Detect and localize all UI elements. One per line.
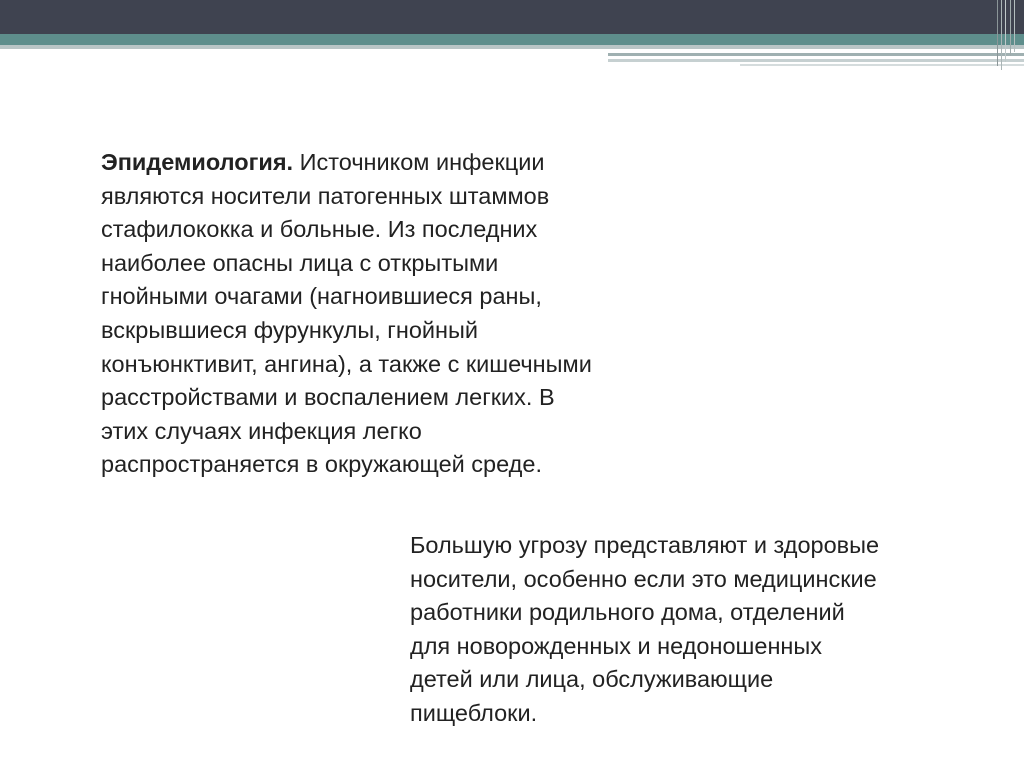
- header-vertical-line: [1005, 0, 1006, 62]
- header-band-light: [0, 45, 1024, 49]
- header-vertical-line: [1010, 0, 1011, 56]
- header-vertical-line: [1001, 0, 1002, 70]
- header-stripe: [608, 59, 1024, 62]
- epidemiology-paragraph: [101, 146, 601, 482]
- carriers-paragraph: [410, 529, 880, 731]
- header-stripe: [740, 64, 1024, 66]
- header-band-teal: [0, 34, 1024, 45]
- header-vertical-line: [1014, 0, 1015, 52]
- paragraph-lead: Эпидемиология.: [101, 149, 294, 175]
- header-band-dark: [0, 0, 1024, 34]
- paragraph-body: Большую угрозу представляют и здоровые носители, особенно если это медицинские работники родильного дома, отделений для новорожденных и недоношенных детей или лица, обслуживающие пищеблоки.: [410, 532, 880, 726]
- header-stripe: [608, 53, 1024, 56]
- header-vertical-line: [997, 0, 998, 66]
- paragraph-body: Источником инфекции являются носители патогенных штаммов стафилококка и больные. Из последних наиболее опасны лица с открытыми гнойными очагами (нагноившиеся раны, вскрывшиеся фурункулы, гнойный конъюнктивит, ангина), а также с кишечными расстройствами и воспалением легких. В этих случаях инфекция легко распространяется в окружающей среде.: [101, 149, 592, 478]
